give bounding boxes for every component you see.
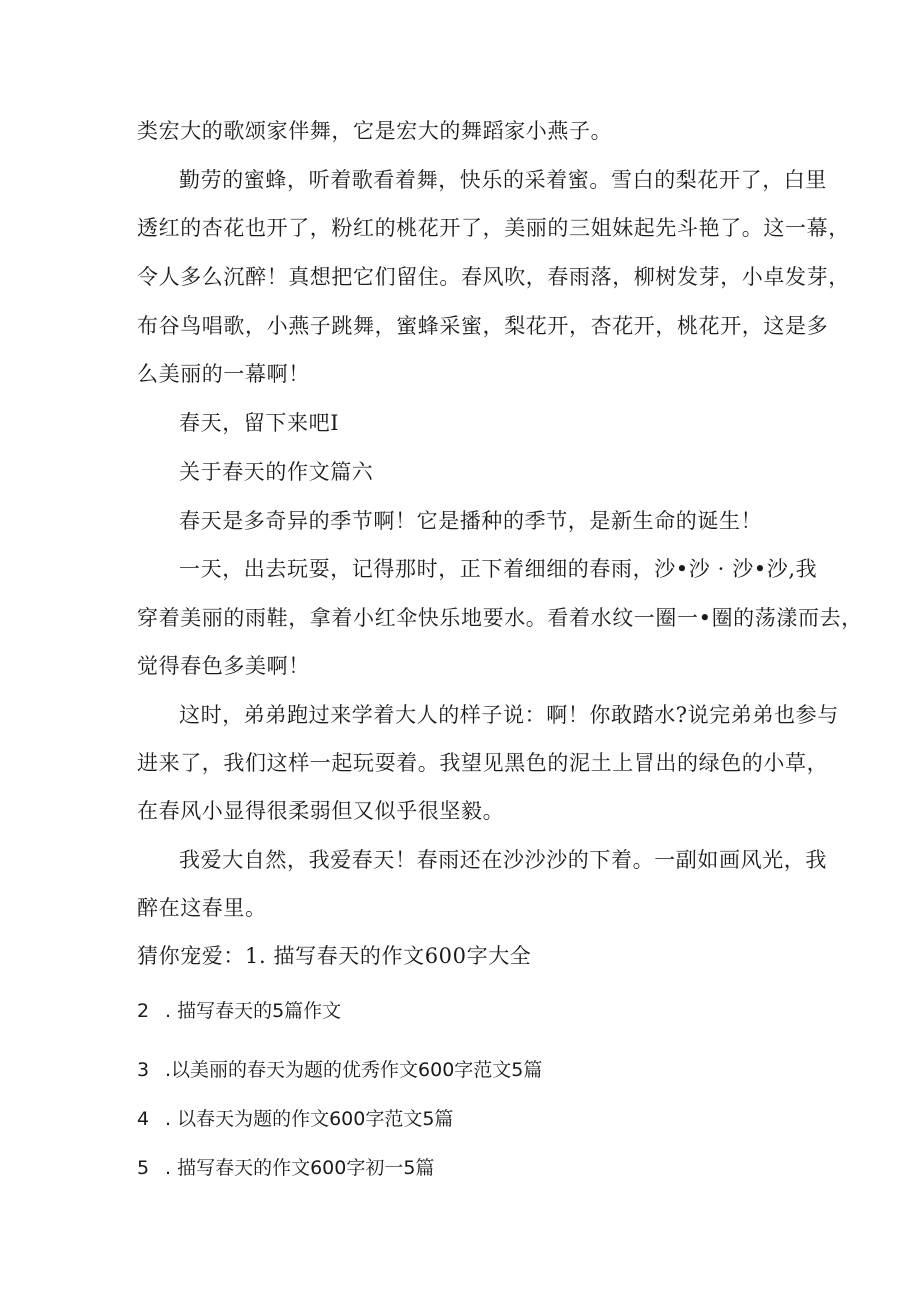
paragraph-line: 进来了，我们这样一起玩耍着。我望见黑色的泥土上冒出的绿色的小草， — [137, 751, 829, 775]
related-link[interactable] — [137, 998, 341, 1024]
paragraph-line: 醉在这春里。 — [137, 896, 267, 920]
list-number: 5 — [137, 1157, 150, 1179]
paragraph-line: 令人多么沉醉！真想把它们留住。春风吹，春雨落，柳树发芽，小卓发芽， — [137, 265, 850, 289]
paragraph-line: 一天，出去玩耍，记得那时，正下着细细的春雨，沙•沙 · 沙•沙,我 — [179, 557, 818, 581]
related-link[interactable] — [137, 1057, 542, 1083]
paragraph-line: 觉得春色多美啊！ — [137, 654, 310, 678]
paragraph-line: 类宏大的歌颂家伴舞，它是宏大的舞蹈家小燕子。 — [137, 119, 613, 143]
paragraph-line: 这时，弟弟跑过来学着大人的样子说：啊！你敢踏水?说完弟弟也参与 — [179, 703, 839, 727]
list-number: 2 — [137, 1000, 150, 1022]
paragraph-line: 我爱大自然，我爱春天！春雨还在沙沙沙的下着。一副如画风光，我 — [179, 848, 827, 872]
paragraph-line: 透红的杏花也开了，粉红的桃花开了，美丽的三姐妹起先斗艳了。这一幕， — [137, 216, 850, 240]
paragraph-line: 勤劳的蜜蜂，听着歌看着舞，快乐的采着蜜。雪白的梨花开了，白里 — [179, 168, 827, 192]
link-text: . 描写春天的5篇作文 — [165, 1000, 342, 1022]
paragraph-line: 穿着美丽的雨鞋，拿着小红伞快乐地要水。看着水纹一圈一•圈的荡漾而去， — [137, 606, 863, 630]
link-text: . 描写春天的作文600字初一5篇 — [165, 1157, 435, 1179]
paragraph-line: 布谷鸟唱歌，小燕子跳舞，蜜蜂采蜜，梨花开，杏花开，桃花开，这是多 — [137, 314, 829, 338]
paragraph-line: 春天是多奇异的季节啊！它是播种的季节，是新生命的诞生！ — [179, 509, 763, 533]
paragraph-line: 春天，留下来吧I — [179, 411, 340, 435]
related-heading[interactable]: 猜你宠爱：1. 描写春天的作文600字大全 — [137, 944, 532, 968]
link-text: .以美丽的春天为题的优秀作文600字范文5篇 — [165, 1059, 543, 1081]
link-text: . 以春天为题的作文600字范文5篇 — [165, 1108, 454, 1130]
related-link[interactable] — [137, 1106, 453, 1132]
paragraph-line: 么美丽的一幕啊！ — [137, 362, 310, 386]
related-link[interactable] — [137, 1155, 434, 1181]
section-title: 关于春天的作文篇六 — [179, 460, 374, 484]
list-number: 4 — [137, 1108, 150, 1130]
list-number: 3 — [137, 1059, 150, 1081]
paragraph-line: 在春风小显得很柔弱但又似乎很坚毅。 — [137, 799, 505, 823]
